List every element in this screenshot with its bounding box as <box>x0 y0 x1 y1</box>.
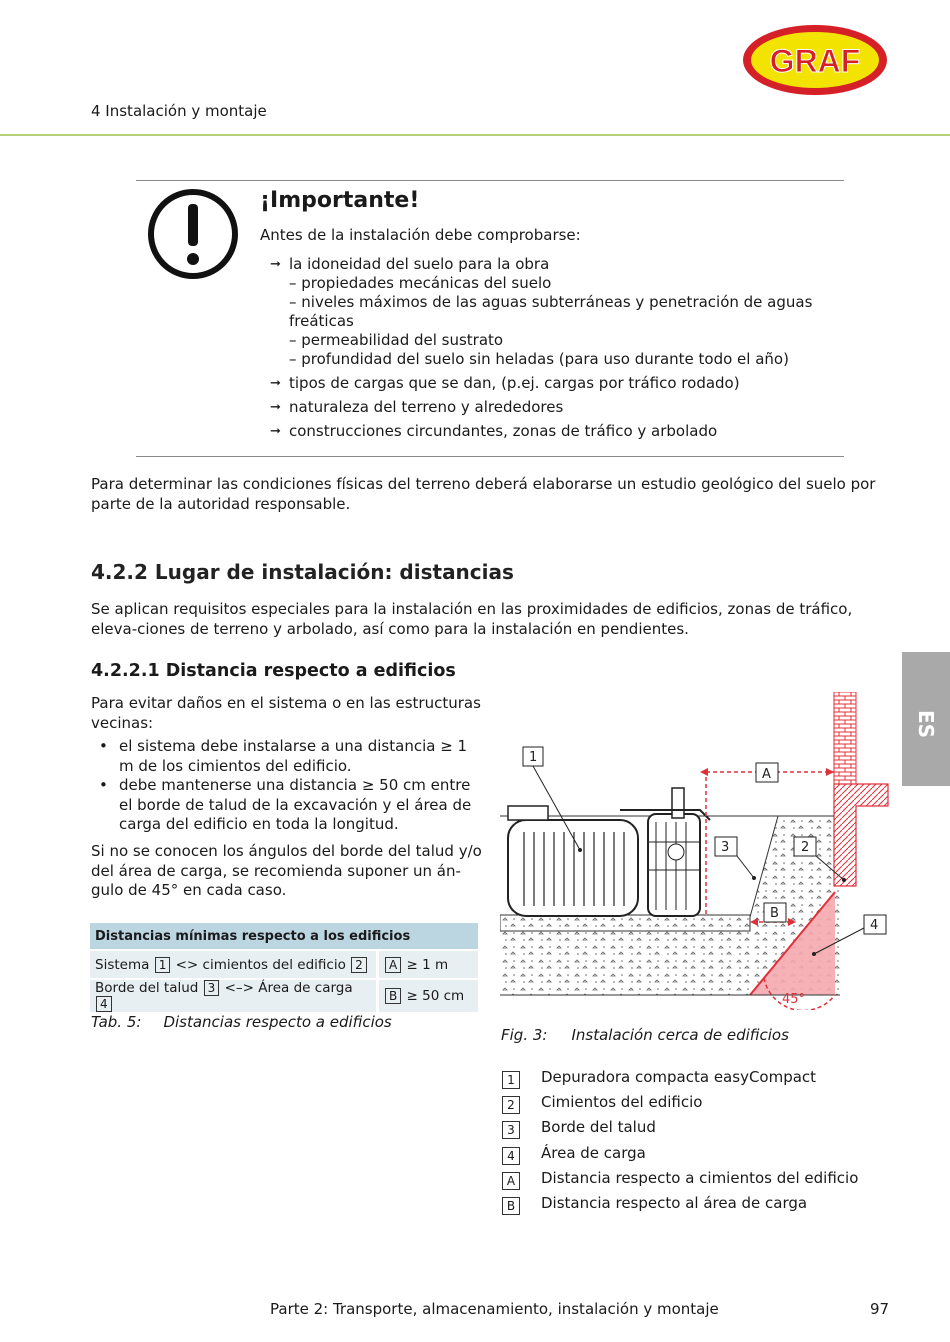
key-box: 2 <box>502 1096 520 1114</box>
important-title: ¡Importante! <box>260 188 420 213</box>
key-box: 1 <box>155 957 171 973</box>
requirements-list <box>91 737 486 835</box>
exclamation-icon <box>147 188 239 280</box>
checklist-item: ➞ construcciones circundantes, zonas de tráfico y arbolado <box>270 422 718 440</box>
arrow-right-icon: ➞ <box>270 400 281 415</box>
table-caption: Tab. 5: Distancias respecto a edificios <box>91 1013 392 1031</box>
angle-note: Si no se conocen los ángulos del borde del talud y/o del área de carga, se recomienda suponer un án-gulo de 45° en cada caso. <box>91 842 482 899</box>
table-row: Borde del talud 3 <–> Área de carga 4 B ≥ 50 cm <box>90 978 478 1012</box>
key-box: 3 <box>502 1121 520 1139</box>
sub-item: – propiedades mecánicas del suelo <box>289 274 552 292</box>
language-tab[interactable] <box>902 652 950 786</box>
important-bottom-rule <box>136 456 844 457</box>
important-top-rule <box>136 180 844 181</box>
label-4: 4 <box>870 918 879 933</box>
graf-logo <box>742 24 888 96</box>
section-heading-4221: 4.2.2.1 Distancia respecto a edificios <box>91 661 456 681</box>
geologic-paragraph: Para determinar las condiciones físicas del terreno deberá elaborarse un estudio geológico del suelo por parte de la autoridad responsable. <box>91 475 876 513</box>
distances-table <box>90 923 478 1012</box>
key-box: 1 <box>502 1071 520 1089</box>
label-1: 1 <box>529 750 538 765</box>
language-tab-label: ES <box>914 709 938 739</box>
label-a: A <box>762 767 771 782</box>
footer-text: Parte 2: Transporte, almacenamiento, instalación y montaje <box>270 1300 719 1318</box>
arrow-right-icon: ➞ <box>270 424 281 439</box>
checklist-item: ➞ tipos de cargas que se dan, (p.ej. cargas por tráfico rodado) <box>270 374 740 392</box>
section-heading-422: 4.2.2 Lugar de instalación: distancias <box>91 560 514 584</box>
page-number: 97 <box>870 1300 890 1318</box>
chapter-heading: 4 Instalación y montaje <box>91 102 267 120</box>
key-box: 2 <box>351 957 367 973</box>
list-item: • el sistema debe instalarse a una distancia ≥ 1 m de los cimientos del edificio. <box>99 737 468 775</box>
installation-diagram <box>500 692 892 1010</box>
table-row: Sistema 1 <> cimientos del edificio 2 A ≥ 1 m <box>90 949 478 978</box>
tank-drawing <box>508 788 710 916</box>
arrow-right-icon: ➞ <box>270 257 281 272</box>
key-box: A <box>502 1172 520 1190</box>
label-b: B <box>770 906 779 921</box>
sub-item: – permeabilidad del sustrato <box>289 331 504 349</box>
key-box: B <box>385 988 401 1004</box>
checklist-item: ➞ la idoneidad del suelo para la obra – propiedades mecánicas del suelo – niveles máximos de las aguas subterráneas y penetración de aguas freáticas – permeabilidad del sustrato – profundidad del suelo sin heladas (para uso durante todo el año) <box>270 255 830 369</box>
table-header: Distancias mínimas respecto a los edificios <box>90 923 478 949</box>
section-4221-intro: Para evitar daños en el sistema o en las estructuras vecinas: <box>91 694 481 732</box>
important-intro: Antes de la instalación debe comprobarse: <box>260 226 581 244</box>
sub-item: – profundidad del suelo sin heladas (para uso durante todo el año) <box>289 350 789 368</box>
arrow-right-icon: ➞ <box>270 376 281 391</box>
label-3: 3 <box>721 840 730 855</box>
header-divider <box>0 134 950 136</box>
list-item: • debe mantenerse una distancia ≥ 50 cm entre el borde de talud de la excavación y el área de carga del edificio en toda la longitud. <box>99 776 472 833</box>
key-box: 4 <box>96 996 112 1012</box>
important-checklist <box>270 255 830 446</box>
label-2: 2 <box>801 840 810 855</box>
key-box: 3 <box>204 980 220 996</box>
key-box: 4 <box>502 1147 520 1165</box>
key-box: B <box>502 1197 520 1215</box>
key-box: A <box>385 957 401 973</box>
section-422-text: Se aplican requisitos especiales para la instalación en las proximidades de edificios, zonas de tráfico, eleva-ciones de terreno y arbolado, así como para la instalación en pendientes. <box>91 600 853 638</box>
logo-text: GRAF <box>769 43 861 79</box>
figure-caption: Fig. 3: Instalación cerca de edificios <box>501 1026 789 1044</box>
angle-label: 45° <box>782 992 806 1007</box>
checklist-item: ➞ naturaleza del terreno y alrededores <box>270 398 564 416</box>
sub-item: – niveles máximos de las aguas subterráneas y penetración de aguas freáticas <box>289 293 813 330</box>
